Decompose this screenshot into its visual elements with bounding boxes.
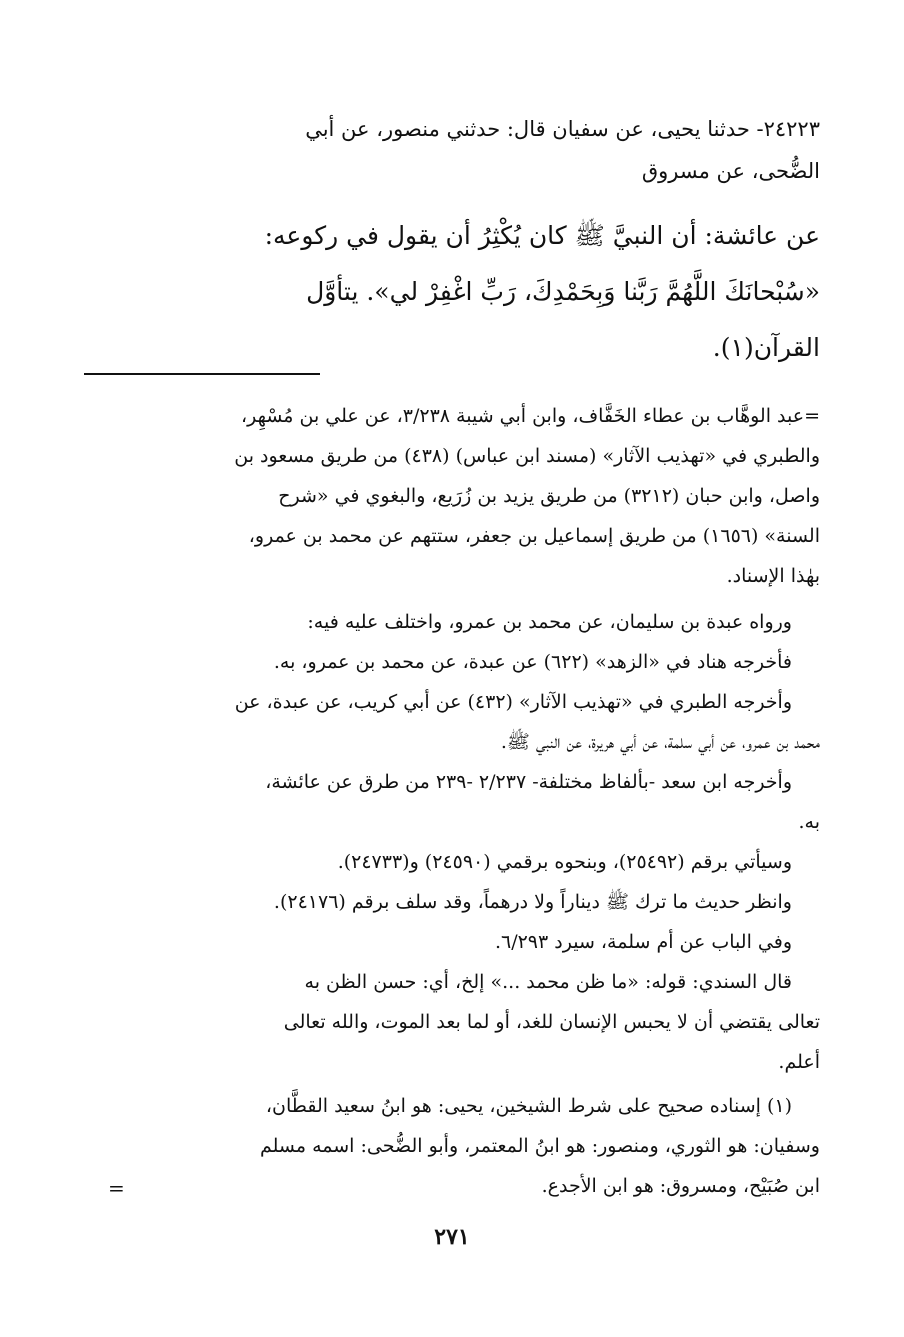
footnote-separator xyxy=(84,373,320,375)
matn-line: «سُبْحانَكَ اللَّهُمَّ رَبَّنا وَبِحَمْدِكَ، رَبِّ اغْفِرْ لي». يتأوَّل xyxy=(306,277,820,306)
page-number: ٢٧١ xyxy=(434,1224,470,1250)
hadith-isnad xyxy=(84,108,820,192)
footnote-line: واصل، وابن حبان (٣٢١٢) من طريق يزيد بن زُرَيع، والبغوي في «شرح xyxy=(278,485,820,507)
matn-line: عن عائشة: أن النبيَّ ﷺ كان يُكْثِرُ أن يقول في ركوعه: xyxy=(264,221,820,250)
footnote-line: تعالى يقتضي أن لا يحبس الإنسان للغد، أو لما بعد الموت، والله تعالى xyxy=(283,1011,820,1033)
footnote-line: أعلم. xyxy=(778,1051,820,1073)
footnote-line: وسفيان: هو الثوري، ومنصور: هو ابنُ المعتمر، وأبو الضُّحى: اسمه مسلم xyxy=(259,1135,820,1157)
footnote-line: (١) إسناده صحيح على شرط الشيخين، يحيى: هو ابنُ سعيد القطَّان، xyxy=(265,1095,792,1117)
hadith-line: الضُّحى، عن مسروق xyxy=(641,159,820,183)
footnote-line: وفي الباب عن أم سلمة، سيرد ٦/٢٩٣. xyxy=(494,931,792,953)
hadith-matn xyxy=(84,208,820,376)
footnote-line: وأخرجه الطبري في «تهذيب الآثار» (٤٣٢) عن أبي كريب، عن عبدة، عن xyxy=(234,691,792,713)
continuation-mark: = xyxy=(108,1176,125,1200)
footnote-line: وأخرجه ابن سعد -بألفاظ مختلفة- ٢/٢٣٧ -٢٣٩ من طرق عن عائشة، xyxy=(265,771,792,793)
footnote-1 xyxy=(84,1086,820,1206)
footnote-line: وانظر حديث ما ترك ﷺ ديناراً ولا درهماً، وقد سلف برقم (٢٤١٧٦). xyxy=(273,891,792,913)
footnote-line: به. xyxy=(798,811,820,833)
footnote-paragraphs xyxy=(84,602,820,1082)
footnote-line: ورواه عبدة بن سليمان، عن محمد بن عمرو، واختلف عليه فيه: xyxy=(307,611,792,633)
footnote-line: قال السندي: قوله: «ما ظن محمد ...» إلخ، أي: حسن الظن به xyxy=(304,971,792,993)
footnote-line: =عبد الوهَّاب بن عطاء الخَفَّاف، وابن أبي شيبة ٣/٢٣٨، عن علي بن مُسْهِر، xyxy=(240,405,820,427)
footnote-line: ابن صُبَيْح، ومسروق: هو ابن الأجدع. xyxy=(541,1175,820,1197)
footnote-line: السنة» (١٦٥٦) من طريق إسماعيل بن جعفر، ستتهم عن محمد بن عمرو، xyxy=(248,525,820,547)
footnote-line: فأخرجه هناد في «الزهد» (٦٢٢) عن عبدة، عن محمد بن عمرو، به. xyxy=(273,651,792,673)
footnote-continued xyxy=(84,396,820,596)
footnote-line: والطبري في «تهذيب الآثار» (مسند ابن عباس) (٤٣٨) من طريق مسعود بن xyxy=(234,445,820,467)
hadith-line: ٢٤٢٢٣- حدثنا يحيى، عن سفيان قال: حدثني منصور، عن أبي xyxy=(305,117,820,141)
footnote-line: وسيأتي برقم (٢٥٤٩٢)، وبنحوه برقمي (٢٤٥٩٠) و(٢٤٧٣٣). xyxy=(337,851,792,873)
footnote-line: محمد بن عمرو، عن أبي سلمة، عن أبي هريرة، عن النبي ﷺ. xyxy=(500,731,820,753)
matn-line: القرآن(١). xyxy=(712,333,820,362)
footnote-line: بهٰذا الإسناد. xyxy=(726,565,820,587)
